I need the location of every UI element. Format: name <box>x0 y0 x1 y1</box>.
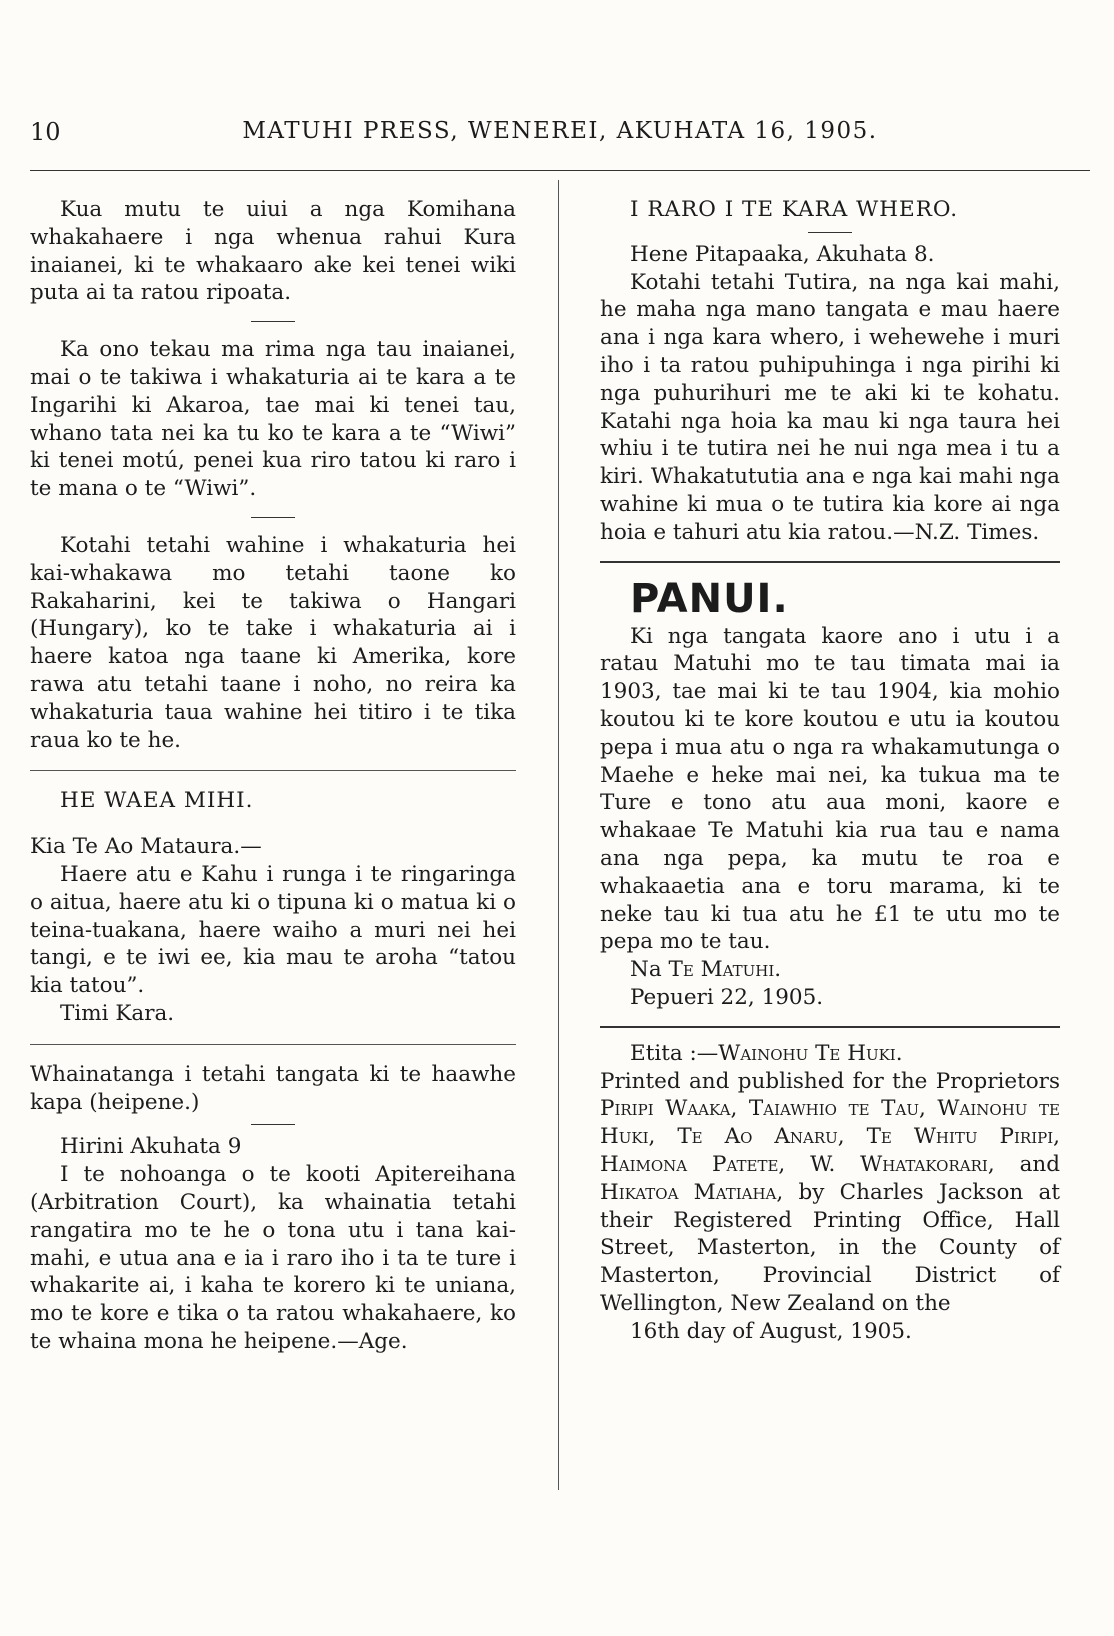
kara-body: Kotahi tetahi Tutira, na nga kai mahi, he maha nga mano tangata e mau haere ana i nga kara whero, i wehewehe i muri iho i ta ratou puhipuhinga i nga pirihi ki nga puhurihuri me te aki ki te kohatu. Katahi nga hoia ka mau ki nga taura hei whiu i te tutira nei he nui nga mea i tu a kiri. Whakatututia ana e nga kai mahi nga wahine ki mua o te tutira kia kore ai nga hoia e tahuri atu kia ratou.—N.Z. Times. <box>600 269 1060 545</box>
imprint <box>600 1068 1060 1318</box>
section-rule <box>600 561 1060 563</box>
imprint-proprietors: Piripi Waaka, Taiawhio te Tau, Wainohu te Huki, Te Ao Anaru, Te Whitu Piripi, Haimona Patete, W. Whatakorari, <box>600 1096 1060 1177</box>
left-column <box>30 196 516 1356</box>
waea-heading: HE WAEA MIHI. <box>60 788 254 814</box>
whaina-heading: Whainatanga i tetahi tangata ki te haawhe kapa (heipene.) <box>30 1061 516 1115</box>
panui-signature-prefix: Na <box>630 957 662 983</box>
masthead-title: MATUHI PRESS, WENEREI, AKUHATA 16, 1905. <box>242 118 878 144</box>
article-wahine-kaiwhakawa: Kotahi tetahi wahine i whakaturia hei kai-whakawa mo tetahi taone ko Rakaharini, kei te takiwa o Hangari (Hungary), ko te take i whakaturia ai i haere katoa nga taane ki Amerika, kore rawa atu tetahi taane i noho, no reira ka whakaturia taua wahine hei titiro i te tika raua ko te he. <box>30 532 516 753</box>
whaina-dateline: Hirini Akuhata 9 <box>60 1134 242 1160</box>
imprint-proprietor-last: Hikatoa Matiaha, <box>600 1179 784 1205</box>
imprint-text: Printed and published for the Proprietors <box>600 1068 1060 1094</box>
imprint-text: by Charles Jackson at their Registered Printing Office, Hall Street, Masterton, in the County of Masterton, Provincial District of Wellington, New Zealand on the <box>600 1179 1060 1316</box>
panui-signature <box>600 956 1060 984</box>
section-rule <box>30 770 516 771</box>
panui-signature-name: Te Matuhi. <box>668 957 782 983</box>
panui-body: Ki nga tangata kaore ano i utu i a ratau Matuhi mo te tau timata mai ia 1903, tae mai ki te tau 1904, kia mohio koutou ki te kore koutou e utu ia koutou pepa i mua atu o nga ra whakamutunga o Maehe e heke mai nei, ka tukua ma te Ture e tono atu aua moni, kaore e whakaae Te Matuhi kia rua tau e nama ana nga pepa, ka mutu te roa e whakaaetia ana e toru marama, ki te neke tau ki tua atu he £1 te utu mo te pepa mo te tau. <box>600 623 1060 955</box>
article-komihana: Kua mutu te uiui a nga Komihana whakahaere i nga whenua rahui Kura inaianei, ki te whakaaro ake kei tenei wiki puta ai ta ratou ripoata. <box>30 197 516 306</box>
column-divider <box>558 180 559 1490</box>
page-number: 10 <box>30 118 61 146</box>
kara-heading: I RARO I TE KARA WHERO. <box>630 197 959 222</box>
section-rule <box>600 1026 1060 1028</box>
article-separator <box>808 232 852 233</box>
page-header <box>30 112 1090 152</box>
imprint-text: and <box>1019 1151 1060 1177</box>
waea-body: Haere atu e Kahu i runga i te ringaringa o aitua, haere atu ki o tipuna ki o matua ki o teina-tuakana, haere waiho a muri nei hei tangi, e te iwi ee, kia mau te aroha “tatou kia tatou”. <box>30 861 516 999</box>
panui-heading: PANUI. <box>630 575 789 622</box>
article-separator <box>251 321 295 322</box>
section-rule <box>30 1044 516 1045</box>
whaina-body: I te nohoanga o te kooti Apitereihana (Arbitration Court), ka whainatia tetahi rangatira mo te he o tona utu i tana kai-mahi, e utua ana e ia i raro iho i ta te ture i whakarite ai, i kaha te korero ki te uniana, mo te kore e tika o ta ratou whakahaere, ko te whaina mona he heipene.—Age. <box>30 1162 516 1354</box>
imprint-date: 16th day of August, 1905. <box>630 1318 912 1344</box>
right-column <box>600 196 1060 1345</box>
article-kara-wiwi: Ka ono tekau ma rima nga tau inaianei, mai o te takiwa i whakaturia ai te kara a te Ingarihi ki Akaroa, tae mai ki tenei tau, whano tata nei ka tu ko te kara a te “Wiwi” ki tenei motú, penei kua riro tatou ki raro i te mana o te “Wiwi”. <box>30 337 516 502</box>
panui-date: Pepueri 22, 1905. <box>630 984 824 1010</box>
kara-dateline: Hene Pitapaaka, Akuhata 8. <box>630 241 935 267</box>
etita-prefix: Etita :— <box>630 1040 719 1066</box>
article-separator <box>251 1124 295 1125</box>
header-rule <box>30 170 1090 171</box>
article-separator <box>251 517 295 518</box>
waea-signature: Timi Kara. <box>60 1000 175 1026</box>
waea-salutation: Kia Te Ao Mataura.— <box>30 834 262 860</box>
etita-name: Wainohu Te Huki. <box>718 1040 903 1066</box>
etita-line <box>600 1040 1060 1068</box>
